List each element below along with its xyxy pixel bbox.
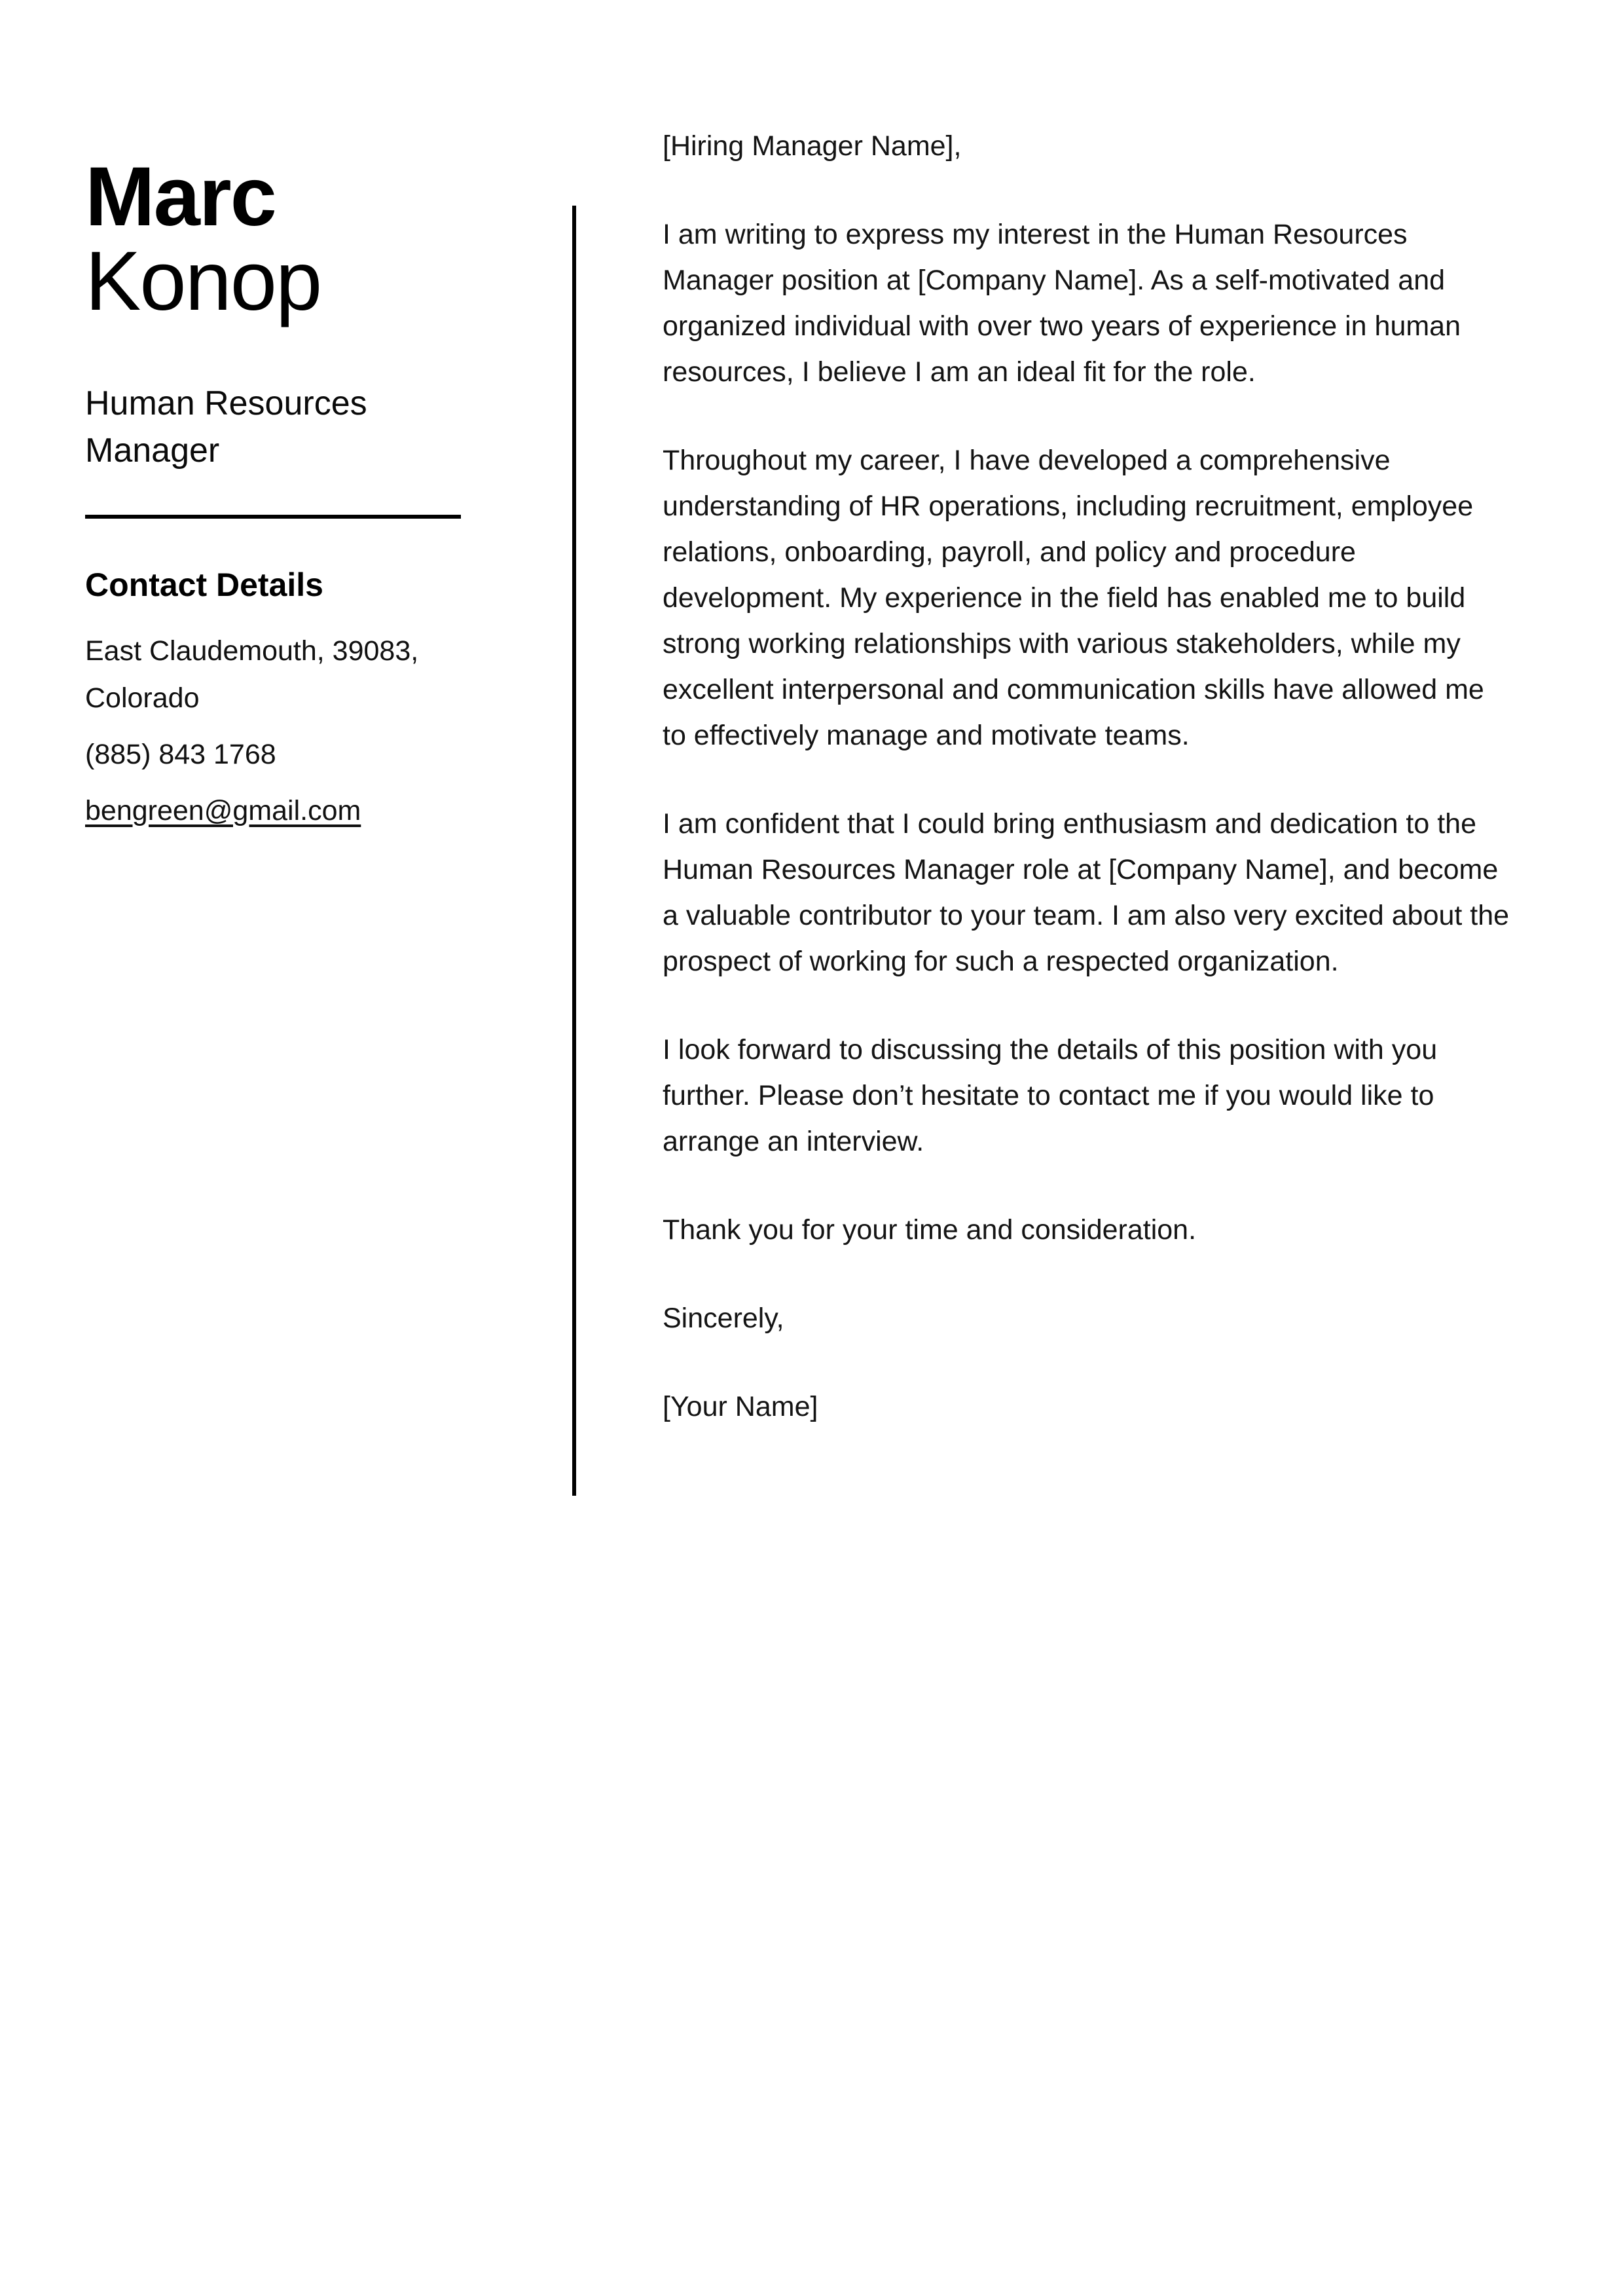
contact-email-row — [85, 787, 465, 834]
letter-paragraph: I look forward to discussing the details of this position with you further. Please don’t hesitate to contact me if you would like to arrange an interview. — [663, 1034, 1438, 1157]
job-title: Human Resources Manager — [85, 384, 367, 470]
letter-body — [663, 123, 1511, 1430]
closing: Sincerely, — [663, 1303, 784, 1334]
sidebar — [85, 98, 465, 834]
letter-paragraph: I am writing to express my interest in the Human Resources Manager position at [Company Name]. As a self-motivated and organized individual with over two years of experience in human resources, I believe I am an ideal fit for the role. — [663, 219, 1461, 388]
signature-placeholder: [Your Name] — [663, 1391, 818, 1422]
contact-details-heading: Contact Details — [85, 566, 323, 603]
candidate-first-name: Marc — [85, 149, 276, 244]
letter-paragraph: Throughout my career, I have developed a comprehensive understanding of HR operations, including recruitment, employee relations, onboarding, payroll, and policy and procedure development. My experience in the field has enabled me to build strong working relationships with various stakeholders, while my excellent interpersonal and communication skills have allowed me to effectively manage and motivate teams. — [663, 445, 1484, 751]
candidate-name — [85, 149, 465, 328]
letter-paragraph: I am confident that I could bring enthusiasm and dedication to the Human Resources Manager role at [Company Name], and become a valuable contributor to your team. I am also very excited about the prospect of working for such a respected organization. — [663, 808, 1510, 977]
contact-address: East Claudemouth, 39083, Colorado — [85, 635, 419, 714]
salutation: [Hiring Manager Name], — [663, 130, 962, 162]
letter-paragraph: Thank you for your time and consideration. — [663, 1214, 1197, 1246]
vertical-divider-line — [572, 206, 576, 1496]
contact-phone: (885) 843 1768 — [85, 738, 276, 770]
section-divider-line — [85, 515, 461, 519]
candidate-last-name: Konop — [85, 234, 321, 328]
email-link[interactable]: bengreen@gmail.com — [85, 794, 361, 826]
